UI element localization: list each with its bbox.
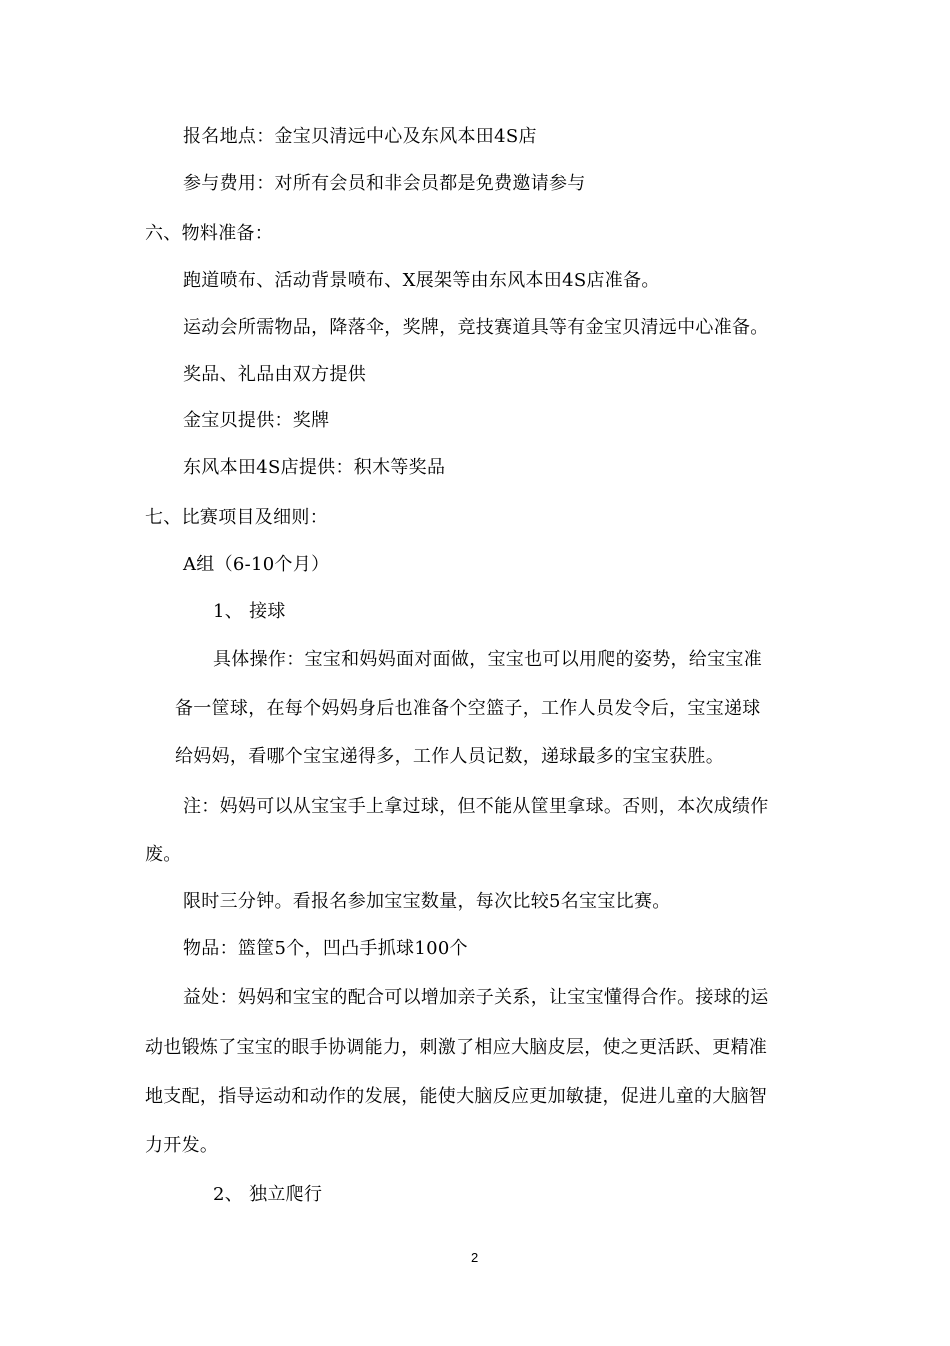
item-1-note-line-2: 废。: [145, 844, 182, 865]
material-prep-line-2: 运动会所需物品，降落伞，奖牌，竞技赛道具等有金宝贝清远中心准备。: [183, 317, 769, 338]
item-2-heading: 2、 独立爬行: [213, 1184, 323, 1205]
item-1-procedure-line-2: 备一筐球，在每个妈妈身后也准备个空篮子，工作人员发令后，宝宝递球: [175, 698, 761, 719]
participation-fee-line: 参与费用：对所有会员和非会员都是免费邀请参与: [183, 173, 586, 194]
prizes-provided-line: 奖品、礼品由双方提供: [183, 364, 366, 385]
material-prep-line-1: 跑道喷布、活动背景喷布、X展架等由东风本田4S店准备。: [183, 270, 660, 291]
item-1-benefit-line-4: 力开发。: [145, 1135, 219, 1156]
group-a-heading: A组（6-10个月）: [183, 554, 330, 575]
item-1-benefit-line-3: 地支配，指导运动和动作的发展，能使大脑反应更加敏捷，促进儿童的大脑智: [145, 1086, 768, 1107]
item-1-materials-line: 物品：篮筐5个，凹凸手抓球100个: [183, 938, 468, 959]
item-1-benefit-line-2: 动也锻炼了宝宝的眼手协调能力，刺激了相应大脑皮层，使之更活跃、更精准: [145, 1037, 768, 1058]
item-1-procedure-line-1: 具体操作：宝宝和妈妈面对面做，宝宝也可以用爬的姿势，给宝宝准: [213, 649, 762, 670]
item-1-benefit-line-1: 益处：妈妈和宝宝的配合可以增加亲子关系，让宝宝懂得合作。接球的运: [183, 987, 769, 1008]
registration-location-line: 报名地点：金宝贝清远中心及东风本田4S店: [183, 126, 537, 147]
section-seven-heading: 七、比赛项目及细则：: [145, 507, 328, 528]
honda-provides-line: 东风本田4S店提供：积木等奖品: [183, 457, 446, 478]
item-1-procedure-line-3: 给妈妈，看哪个宝宝递得多，工作人员记数，递球最多的宝宝获胜。: [175, 746, 724, 767]
kindermusik-provides-line: 金宝贝提供：奖牌: [183, 410, 330, 431]
item-1-note-line-1: 注：妈妈可以从宝宝手上拿过球，但不能从筐里拿球。否则，本次成绩作: [183, 796, 769, 817]
section-six-heading: 六、物料准备：: [145, 223, 274, 244]
page-number: 2: [471, 1250, 479, 1265]
item-1-time-limit-line: 限时三分钟。看报名参加宝宝数量，每次比较5名宝宝比赛。: [183, 891, 671, 912]
item-1-heading: 1、 接球: [213, 601, 286, 622]
